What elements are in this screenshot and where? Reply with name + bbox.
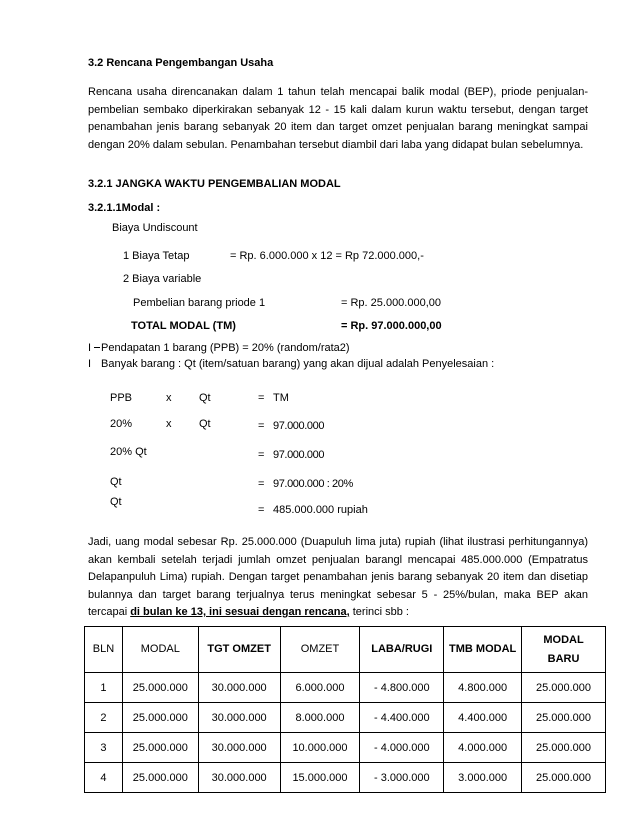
table-header-cell: MODAL BARU [522,627,606,673]
conclusion-emphasis: di bulan ke 13, ini sesuai dengan rencana, [130,606,350,618]
table-cell: 10.000.000 [280,733,360,763]
eq-result: 97.000.000 [273,420,325,432]
table-header-cell: OMZET [280,627,360,673]
table-cell: 30.000.000 [198,703,280,733]
table-cell: 25.000.000 [522,673,606,703]
table-header-cell: MODAL [122,627,198,673]
table-cell: 3 [85,733,123,763]
table-row [85,733,606,763]
eq-lhs: 20% Qt [110,446,147,458]
pembelian-label: Pembelian barang priode 1 [133,297,266,309]
subsection-heading: 3.2.1 JANGKA WAKTU PENGEMBALIAN MODAL [88,178,341,190]
banyak-barang-line: Banyak barang : Qt (item/satuan barang) yang akan dijual adalah Penyelesaian : [101,358,495,370]
eq-equals: = [258,392,265,404]
table-cell: - 3.000.000 [360,763,444,793]
table-cell: 4.000.000 [444,733,522,763]
table-cell: 4.400.000 [444,703,522,733]
biaya-undiscount-label: Biaya Undiscount [112,222,198,234]
biaya-tetap-formula: = Rp. 6.000.000 x 12 = Rp 72.000.000,- [230,250,424,262]
table-header-row [85,627,606,673]
eq-equals: = [258,420,265,432]
table-row [85,703,606,733]
eq-result: TM [273,392,289,404]
eq-rhs: Qt [199,392,211,404]
total-modal-value: = Rp. 97.000.000,00 [341,320,442,332]
modal-heading: 3.2.1.1Modal : [88,202,161,214]
table-header-cell: BLN [85,627,123,673]
table-header-cell: LABA/RUGI [360,627,444,673]
total-modal-label: TOTAL MODAL (TM) [131,320,236,332]
table-cell: - 4.000.000 [360,733,444,763]
table-row [85,763,606,793]
table-cell: 1 [85,673,123,703]
eq-op: x [166,418,172,430]
table-cell: 25.000.000 [122,763,198,793]
table-cell: - 4.400.000 [360,703,444,733]
table-cell: 25.000.000 [522,733,606,763]
eq-lhs: PPB [110,392,133,404]
table-row [85,673,606,703]
table-cell: 25.000.000 [122,703,198,733]
table-cell: 4.800.000 [444,673,522,703]
eq-equals: = [258,478,265,490]
list-marker: I [88,358,92,370]
table-cell: 6.000.000 [280,673,360,703]
table-cell: 25.000.000 [122,673,198,703]
table-cell: 4 [85,763,123,793]
conclusion-paragraph [88,534,588,622]
eq-equals: = [258,504,265,516]
table-header-cell: TGT OMZET [198,627,280,673]
table-cell: 30.000.000 [198,763,280,793]
table-cell: 25.000.000 [522,763,606,793]
projection-table [84,626,606,793]
eq-op: x [166,392,172,404]
table-cell: 25.000.000 [122,733,198,763]
table-cell: 15.000.000 [280,763,360,793]
biaya-tetap-label: 1 Biaya Tetap [123,250,190,262]
table-cell: 30.000.000 [198,673,280,703]
list-marker: I [88,341,101,355]
table-header-cell: TMB MODAL [444,627,522,673]
eq-lhs: Qt [110,496,122,508]
biaya-variable-label: 2 Biaya variable [123,273,202,285]
eq-result: 97.000.000 : 20% [273,478,353,490]
section-heading: 3.2 Rencana Pengembangan Usaha [88,57,274,69]
eq-result: 485.000.000 rupiah [273,504,368,516]
eq-result: 97.000.000 [273,449,325,461]
pembelian-value: = Rp. 25.000.000,00 [341,297,441,309]
table-cell: 8.000.000 [280,703,360,733]
eq-lhs: Qt [110,476,122,488]
table-cell: 3.000.000 [444,763,522,793]
eq-rhs: Qt [199,418,211,430]
table-cell: 30.000.000 [198,733,280,763]
eq-lhs: 20% [110,418,133,430]
conclusion-text: Jadi, uang modal sebesar Rp. 25.000.000 (Duapuluh lima juta) rupiah (lihat ilustrasi perhitungannya) akan kembali setelah terjadi jumlah omzet penjualan barangl mencapai 485.000.000 (Empatratus Delapanpuluh Lima) rupiah. Dengan target penambahan jenis barang sebanyak 20 item dan disetiap bulannya dan target barang terjualnya terus meningkat sebesar 5 - 25%/bulan, maka BEP akan tercapai [88,536,588,618]
eq-equals: = [258,449,265,461]
pendapatan-line: Pendapatan 1 barang (PPB) = 20% (random/rata2) [101,342,350,354]
table-cell: - 4.800.000 [360,673,444,703]
table-cell: 2 [85,703,123,733]
conclusion-tail: terinci sbb : [349,606,409,618]
intro-paragraph: Rencana usaha direncanakan dalam 1 tahun telah mencapai balik modal (BEP), priode penjualan-pembelian sembako diperkirakan sebanyak 12 - 15 kali dalam kurun waktu tersebut, dengan target penambahan jenis barang sebanyak 20 item dan target omzet penjualan barang meningkat sampai dengan 20% dalam sebulan. Penambahan tersebut diambil dari laba yang didapat bulan sebelumnya. [88,86,588,151]
table-cell: 25.000.000 [522,703,606,733]
